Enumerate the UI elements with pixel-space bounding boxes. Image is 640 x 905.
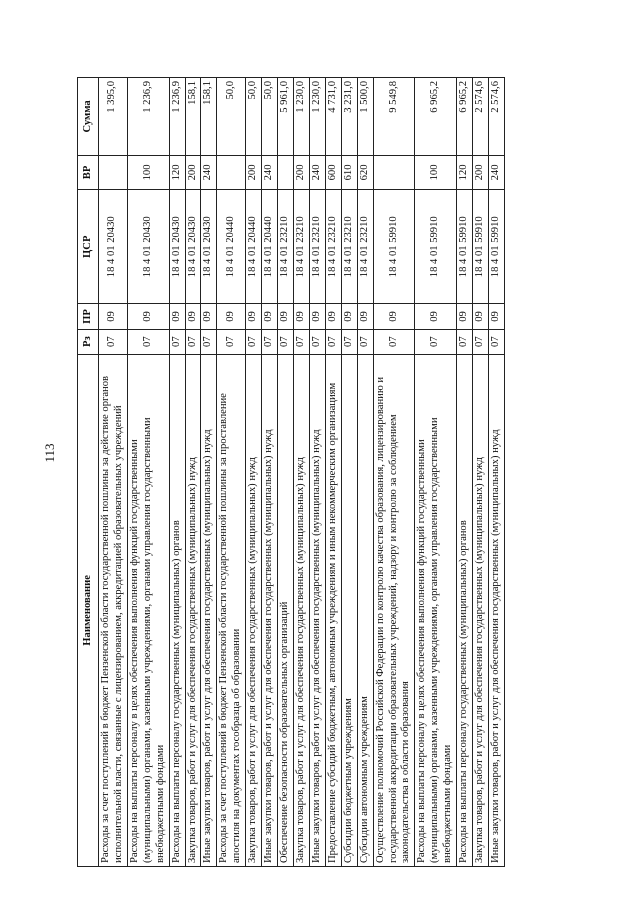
cell-pr: 09: [309, 304, 325, 329]
cell-vr: [373, 155, 415, 189]
cell-vr: 240: [309, 155, 325, 189]
cell-rz: 07: [246, 329, 262, 354]
cell-pr: 09: [278, 304, 294, 329]
table-row: [325, 78, 341, 867]
cell-vr: 240: [262, 155, 278, 189]
cell-rz: 07: [201, 329, 217, 354]
cell-csr: 18 4 01 20440: [246, 190, 262, 304]
cell-name: Иные закупки товаров, работ и услуг для обеспечения государственных (муниципальных) нужд: [488, 354, 504, 866]
cell-sum: 1 230,0: [309, 78, 325, 156]
cell-name: Расходы за счет поступлений в бюджет Пензенской области государственной пошлины за действие органов исполнительной власти, связанные с лицензированием, аккредитацией образовательных учреждений: [99, 354, 128, 866]
cell-vr: 200: [293, 155, 309, 189]
cell-vr: [99, 155, 128, 189]
cell-rz: 07: [373, 329, 415, 354]
cell-sum: 1 230,0: [293, 78, 309, 156]
cell-vr: 200: [185, 155, 201, 189]
page-number: 113: [42, 443, 57, 463]
cell-pr: 09: [341, 304, 357, 329]
cell-sum: 50,0: [262, 78, 278, 156]
cell-name: Закупка товаров, работ и услуг для обеспечения государственных (муниципальных) нужд: [185, 354, 201, 866]
page-number-wrap: [30, 445, 70, 465]
cell-rz: 07: [415, 329, 457, 354]
cell-sum: 6 965,2: [457, 78, 473, 156]
header-pr: ПР: [78, 304, 99, 329]
cell-csr: 18 4 01 59910: [488, 190, 504, 304]
cell-pr: 09: [217, 304, 246, 329]
cell-name: Расходы на выплаты персоналу государственных (муниципальных) органов: [169, 354, 185, 866]
cell-sum: 2 574,6: [488, 78, 504, 156]
cell-pr: 09: [488, 304, 504, 329]
cell-sum: 6 965,2: [415, 78, 457, 156]
table-row: [217, 78, 246, 867]
header-sum: Сумма: [78, 78, 99, 156]
cell-rz: 07: [488, 329, 504, 354]
table-row: [293, 78, 309, 867]
cell-csr: 18 4 01 20430: [185, 190, 201, 304]
cell-pr: 09: [262, 304, 278, 329]
cell-csr: 18 4 01 59910: [373, 190, 415, 304]
cell-vr: 240: [488, 155, 504, 189]
cell-sum: 4 731,0: [325, 78, 341, 156]
table-row: [99, 78, 128, 867]
cell-vr: 600: [325, 155, 341, 189]
cell-rz: 07: [185, 329, 201, 354]
cell-rz: 07: [127, 329, 169, 354]
cell-sum: 9 549,8: [373, 78, 415, 156]
cell-rz: 07: [262, 329, 278, 354]
table-row: [357, 78, 373, 867]
cell-rz: 07: [169, 329, 185, 354]
cell-csr: 18 4 01 20430: [99, 190, 128, 304]
cell-pr: 09: [201, 304, 217, 329]
cell-pr: 09: [357, 304, 373, 329]
cell-pr: 09: [415, 304, 457, 329]
cell-sum: 1 500,0: [357, 78, 373, 156]
cell-pr: 09: [293, 304, 309, 329]
cell-pr: 09: [457, 304, 473, 329]
cell-csr: 18 4 01 23210: [278, 190, 294, 304]
table-row: [341, 78, 357, 867]
cell-pr: 09: [473, 304, 489, 329]
table-row: [457, 78, 473, 867]
cell-rz: 07: [293, 329, 309, 354]
cell-pr: 09: [99, 304, 128, 329]
cell-sum: 3 231,0: [341, 78, 357, 156]
cell-pr: 09: [246, 304, 262, 329]
table-row: [473, 78, 489, 867]
cell-rz: 07: [457, 329, 473, 354]
table-row: [415, 78, 457, 867]
cell-name: Предоставление субсидий бюджетным, автономным учреждениям и иным некоммерческим организациям: [325, 354, 341, 866]
cell-name: Расходы на выплаты персоналу в целях обеспечения выполнения функций государственными (муниципальными) органами, казенными учреждениями, органами управления государственными внебюджетными фондами: [127, 354, 169, 866]
table-row: [488, 78, 504, 867]
header-rz: Рз: [78, 329, 99, 354]
budget-table: [77, 77, 505, 867]
cell-name: Закупка товаров, работ и услуг для обеспечения государственных (муниципальных) нужд: [473, 354, 489, 866]
cell-csr: 18 4 01 59910: [457, 190, 473, 304]
cell-vr: 200: [246, 155, 262, 189]
table-row: [185, 78, 201, 867]
cell-sum: 158,1: [201, 78, 217, 156]
table-header-row: [78, 78, 99, 867]
cell-rz: 07: [278, 329, 294, 354]
cell-vr: 120: [169, 155, 185, 189]
cell-csr: 18 4 01 23210: [309, 190, 325, 304]
cell-rz: 07: [341, 329, 357, 354]
cell-csr: 18 4 01 20430: [169, 190, 185, 304]
cell-sum: 50,0: [217, 78, 246, 156]
cell-name: Осуществление полномочий Российской Федерации по контролю качества образования, лицензированию и государственной аккредитации образовательных учреждений, надзору и контролю за соблюдением законодательства в области образования: [373, 354, 415, 866]
cell-sum: 1 395,0: [99, 78, 128, 156]
cell-sum: 1 236,9: [127, 78, 169, 156]
cell-vr: 120: [457, 155, 473, 189]
cell-rz: 07: [309, 329, 325, 354]
cell-csr: 18 4 01 23210: [357, 190, 373, 304]
cell-csr: 18 4 01 59910: [473, 190, 489, 304]
cell-csr: 18 4 01 59910: [415, 190, 457, 304]
table-row: [309, 78, 325, 867]
cell-vr: [217, 155, 246, 189]
table-row: [246, 78, 262, 867]
cell-csr: 18 4 01 20440: [217, 190, 246, 304]
header-name: Наименование: [78, 354, 99, 866]
cell-rz: 07: [325, 329, 341, 354]
header-vr: ВР: [78, 155, 99, 189]
cell-rz: 07: [217, 329, 246, 354]
cell-csr: 18 4 01 23210: [341, 190, 357, 304]
cell-sum: 1 236,9: [169, 78, 185, 156]
cell-sum: 158,1: [185, 78, 201, 156]
cell-name: Закупка товаров, работ и услуг для обеспечения государственных (муниципальных) нужд: [293, 354, 309, 866]
cell-name: Иные закупки товаров, работ и услуг для обеспечения государственных (муниципальных) нужд: [201, 354, 217, 866]
table-row: [278, 78, 294, 867]
cell-rz: 07: [473, 329, 489, 354]
cell-rz: 07: [99, 329, 128, 354]
cell-csr: 18 4 01 23210: [325, 190, 341, 304]
cell-csr: 18 4 01 20430: [127, 190, 169, 304]
cell-pr: 09: [127, 304, 169, 329]
cell-pr: 09: [169, 304, 185, 329]
cell-sum: 50,0: [246, 78, 262, 156]
cell-name: Расходы на выплаты персоналу государственных (муниципальных) органов: [457, 354, 473, 866]
rotated-table-container: [77, 77, 631, 867]
table-row: [373, 78, 415, 867]
cell-csr: 18 4 01 20430: [201, 190, 217, 304]
cell-vr: 100: [127, 155, 169, 189]
cell-name: Субсидии автономным учреждениям: [357, 354, 373, 866]
cell-rz: 07: [357, 329, 373, 354]
cell-sum: 2 574,6: [473, 78, 489, 156]
cell-name: Обеспечение безопасности образовательных организаций: [278, 354, 294, 866]
cell-vr: 610: [341, 155, 357, 189]
cell-name: Иные закупки товаров, работ и услуг для обеспечения государственных (муниципальных) нужд: [309, 354, 325, 866]
cell-pr: 09: [325, 304, 341, 329]
header-csr: ЦСР: [78, 190, 99, 304]
cell-vr: [278, 155, 294, 189]
cell-name: Субсидии бюджетным учреждениям: [341, 354, 357, 866]
cell-sum: 5 961,0: [278, 78, 294, 156]
cell-csr: 18 4 01 23210: [293, 190, 309, 304]
table-row: [169, 78, 185, 867]
cell-vr: 100: [415, 155, 457, 189]
cell-name: Расходы на выплаты персоналу в целях обеспечения выполнения функций государственными (муниципальными) органами, казенными учреждениями, органами управления государственными внебюджетными фондами: [415, 354, 457, 866]
table-row: [262, 78, 278, 867]
cell-name: Закупка товаров, работ и услуг для обеспечения государственных (муниципальных) нужд: [246, 354, 262, 866]
cell-pr: 09: [373, 304, 415, 329]
table-row: [201, 78, 217, 867]
table-body: [99, 78, 505, 867]
cell-name: Расходы за счет поступлений в бюджет Пензенской области государственной пошлины за проставление апостиля на документах гособразца об образовании: [217, 354, 246, 866]
cell-vr: 240: [201, 155, 217, 189]
table-row: [127, 78, 169, 867]
cell-csr: 18 4 01 20440: [262, 190, 278, 304]
cell-pr: 09: [185, 304, 201, 329]
cell-vr: 200: [473, 155, 489, 189]
cell-name: Иные закупки товаров, работ и услуг для обеспечения государственных (муниципальных) нужд: [262, 354, 278, 866]
cell-vr: 620: [357, 155, 373, 189]
